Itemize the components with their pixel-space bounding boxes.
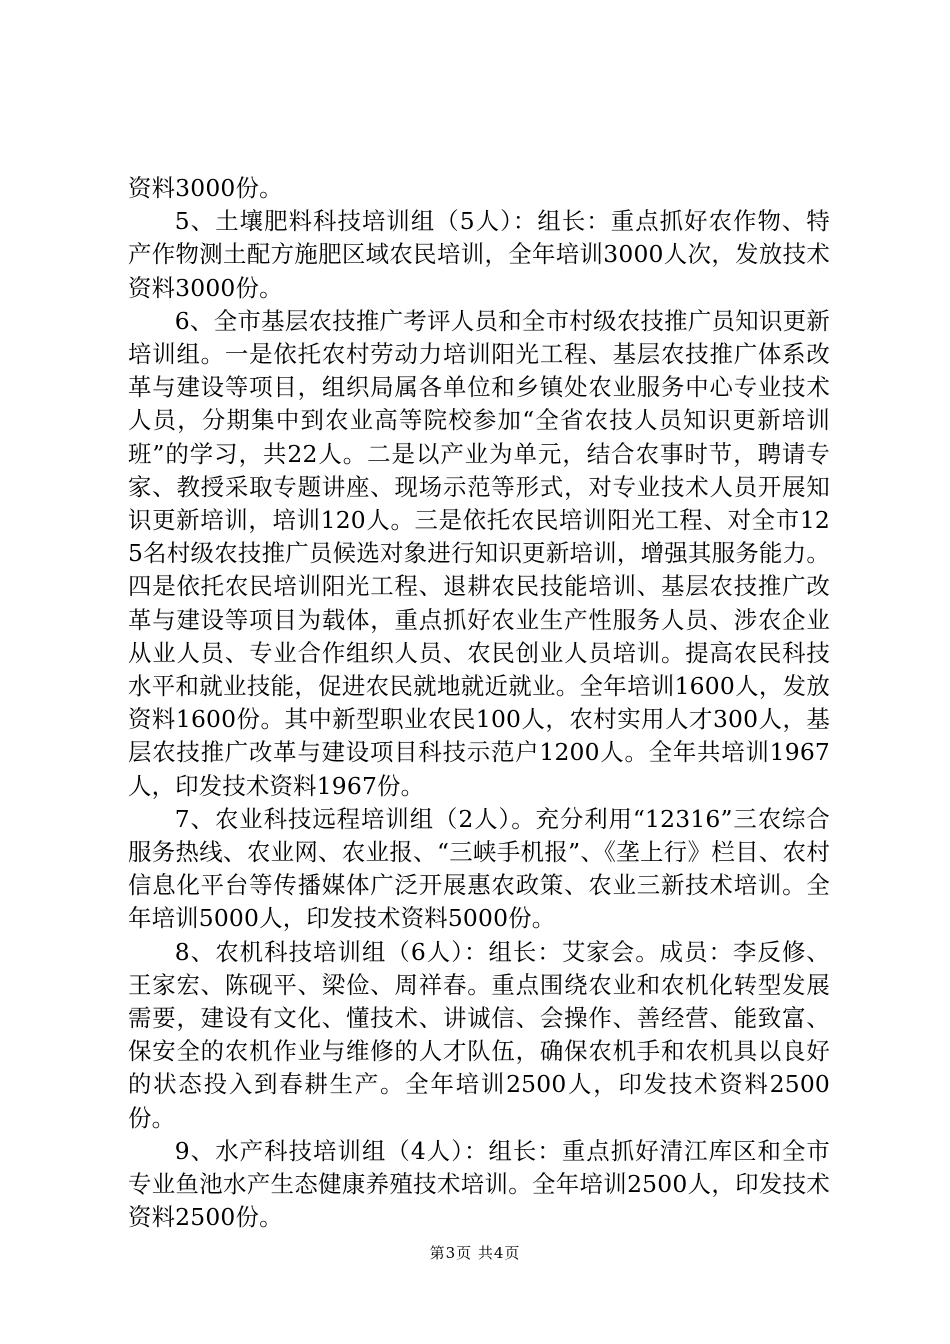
- paragraph-item-5: 5、土壤肥料科技培训组（5人）：组长：重点抓好农作物、特产作物测土配方施肥区域农民培训，全年培训3000人次，发放技术资料3000份。: [128, 207, 830, 302]
- paragraph-item-9: 9、水产科技培训组（4人）：组长：重点抓好清江库区和全市专业鱼池水产生态健康养殖技术培训。全年培训2500人，印发技术资料2500份。: [128, 1136, 830, 1232]
- document-body: [128, 172, 830, 1235]
- page-footer: 第3页 共4页: [429, 1244, 521, 1262]
- paragraph-item-6: 6、全市基层农技推广考评人员和全市村级农技推广员知识更新培训组。一是依托农村劳动力培训阳光工程、基层农技推广体系改革与建设等项目，组织局属各单位和乡镇处农业服务中心专业技术人员，分期集中到农业高等院校参加“全省农技人员知识更新培训班”的学习，共22人。二是以产业为单元，结合农事时节，聘请专家、教授采取专题讲座、现场示范等形式，对专业技术人员开展知识更新培训，培训120人。三是依托农民培训阳光工程、对全市125名村级农技推广员候选对象进行知识更新培训，增强其服务能力。四是依托农民培训阳光工程、退耕农民技能培训、基层农技推广改革与建设等项目为载体，重点抓好农业生产性服务人员、涉农企业从业人员、专业合作组织人员、农民创业人员培训。提高农民科技水平和就业技能，促进农民就地就近就业。全年培训1600人，发放资料1600份。其中新型职业农民100人，农村实用人才300人，基层农技推广改革与建设项目科技示范户1200人。全年共培训1967人，印发技术资料1967份。: [128, 306, 830, 800]
- paragraph-item-7: 7、农业科技远程培训组（2人）。充分利用“12316”三农综合服务热线、农业网、农业报、“三峡手机报”、《垄上行》栏目、农村信息化平台等传播媒体广泛开展惠农政策、农业三新技术培训。全年培训5000人，印发技术资料5000份。: [128, 804, 830, 933]
- paragraph-item-8: 8、农机科技培训组（6人）：组长：艾家会。成员：李反修、王家宏、陈砚平、梁俭、周祥春。重点围绕农业和农机化转型发展需要，建设有文化、懂技术、讲诚信、会操作、善经营、能致富、保安全的农机作业与维修的人才队伍，确保农机手和农机具以良好的状态投入到春耕生产。全年培训2500人，印发技术资料2500份。: [128, 937, 830, 1132]
- paragraph-continuation: 资料3000份。: [128, 174, 283, 202]
